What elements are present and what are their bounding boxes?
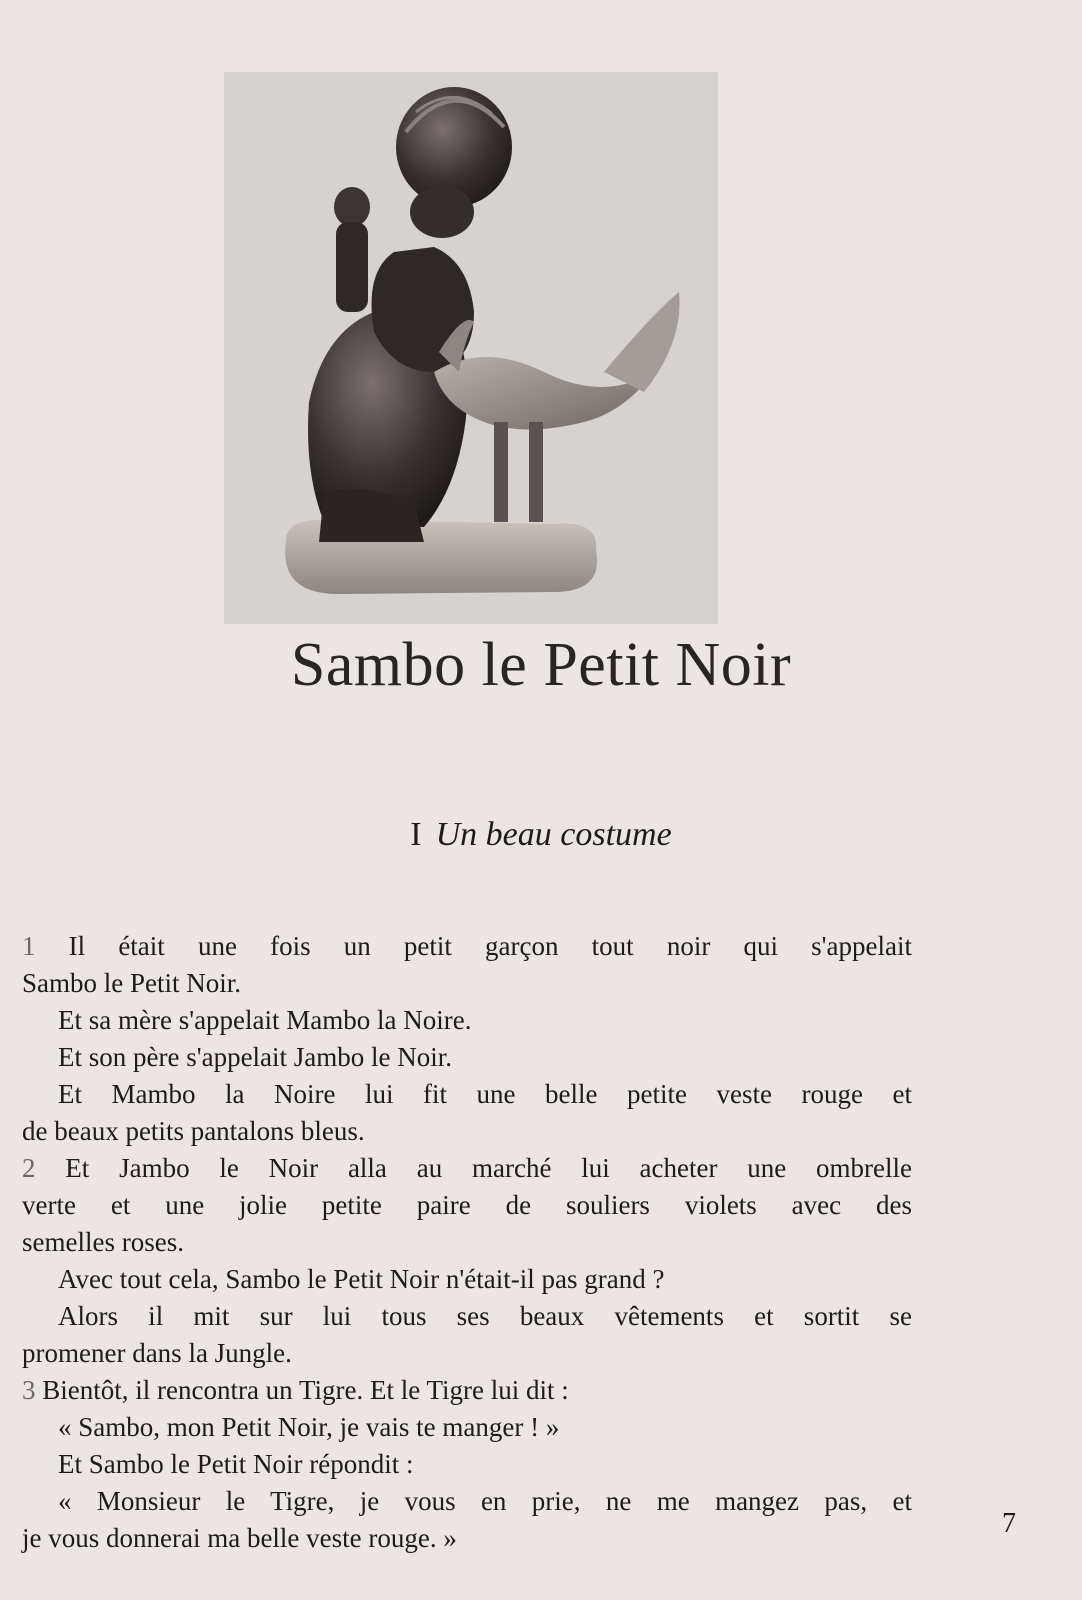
text-line: je vous donnerai ma belle veste rouge. » [22,1523,457,1553]
page-number: 7 [1002,1508,1016,1539]
text-line: 1 Il était une fois un petit garçon tout noir qui s'appelait [22,931,912,961]
text-line: Alors il mit sur lui tous ses beaux vêtements et sortit se [58,1301,912,1331]
text-line: 2 Et Jambo le Noir alla au marché lui acheter une ombrelle [22,1153,912,1183]
paragraph-number: 1 [22,931,36,961]
text-line: semelles roses. [22,1227,184,1257]
chapter-numeral: I [410,816,422,853]
text-line: Et son père s'appelait Jambo le Noir. [58,1042,453,1072]
wooden-figure-photo [224,72,718,624]
text-line: promener dans la Jungle. [22,1338,292,1368]
text-line: « Monsieur le Tigre, je vous en prie, ne me mangez pas, et [58,1486,912,1516]
text-line: Et Mambo la Noire lui fit une belle petite veste rouge et [58,1079,912,1109]
text-line: Sambo le Petit Noir. [22,968,241,998]
text-line: verte et une jolie petite paire de souliers violets avec des [22,1190,912,1220]
story-text [22,928,912,1557]
chapter-title: Un beau costume [435,816,672,853]
text-line: Et Sambo le Petit Noir répondit : [58,1449,414,1479]
text-line: Avec tout cela, Sambo le Petit Noir n'était-il pas grand ? [58,1264,665,1294]
paragraph-number: 2 [22,1153,36,1183]
text-line: 3 Bientôt, il rencontra un Tigre. Et le Tigre lui dit : [22,1375,569,1405]
text-line: de beaux petits pantalons bleus. [22,1116,365,1146]
carved-figure-image [224,72,718,624]
text-line: Et sa mère s'appelait Mambo la Noire. [58,1005,472,1035]
chapter-heading [0,816,1082,854]
text-line: « Sambo, mon Petit Noir, je vais te manger ! » [58,1412,560,1442]
story-title: Sambo le Petit Noir [290,631,792,699]
paragraph-number: 3 [22,1375,36,1405]
